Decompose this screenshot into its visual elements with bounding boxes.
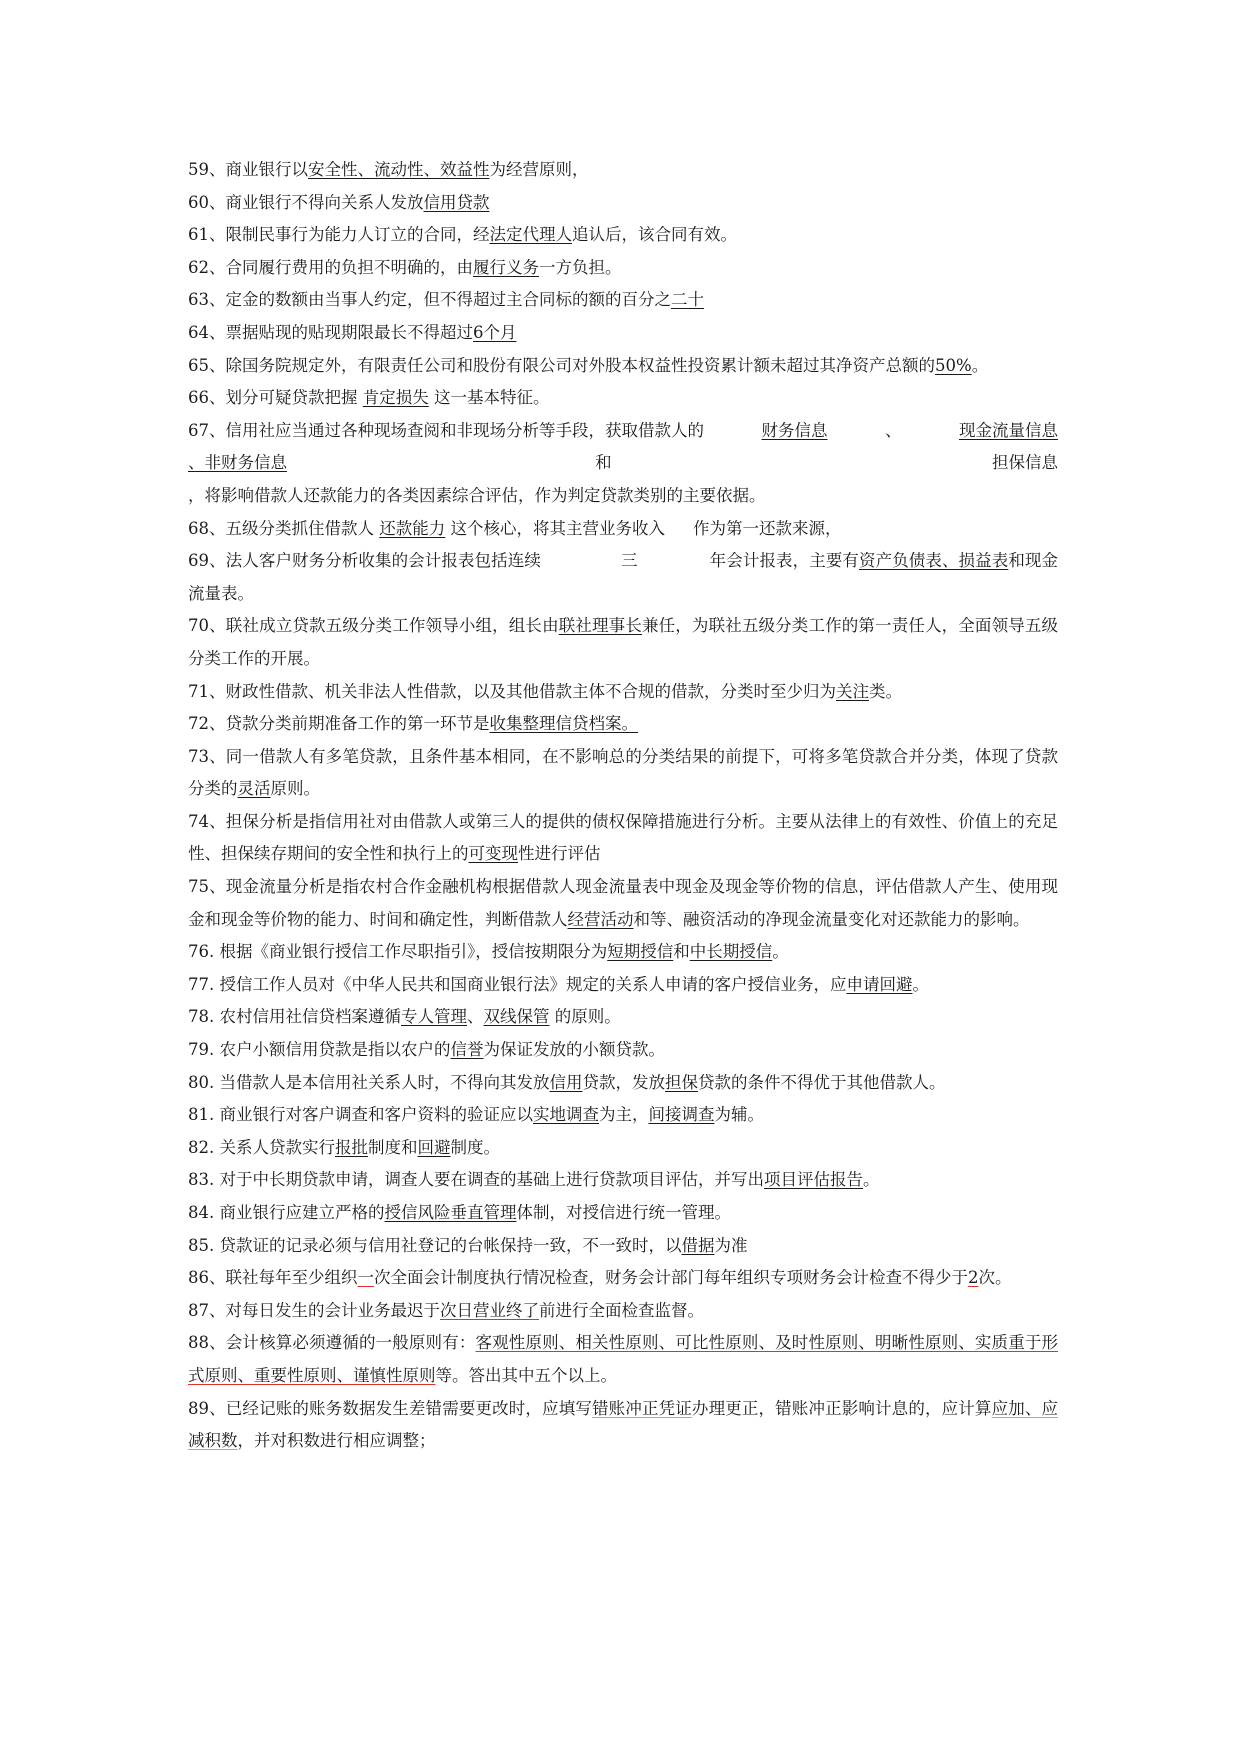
answer: 实地调查 [533,1105,599,1125]
answer: 错账冲正凭证 [592,1398,692,1418]
question-79: 79. 农户小额信用贷款是指以农户的信誉为保证发放的小额贷款。 [188,1040,665,1060]
answer: 经营活动 [567,909,634,929]
question-76: 76. 根据《商业银行授信工作尽职指引》，授信按期限分为短期授信和中长期授信。 [188,942,789,962]
answer: 还款能力 [379,518,446,538]
answer: 中长期授信 [689,942,773,962]
question-87: 87、对每日发生的会计业务最迟于次日营业终了前进行全面检查监督。 [188,1300,704,1320]
question-80: 80. 当借款人是本信用社关系人时，不得向其发放信用贷款，发放担保贷款的条件不得优于其他借款人。 [188,1072,946,1092]
question-72: 72、贷款分类前期准备工作的第一环节是收集整理信贷档案。 [188,714,638,734]
answer: 报批 [335,1137,368,1157]
answer: 6个月 [473,322,517,342]
answer: 信用 [549,1072,583,1092]
answer: 法定代理人 [489,225,572,245]
question-68: 68、五级分类抓住借款人 还款能力 这个核心，将其主营业务收入 作为第一还款来源， [188,518,842,538]
answer: 、非财务信息 [188,453,287,473]
answer: 应加、应减积数 [188,1398,1059,1451]
answer: 回避 [417,1137,451,1157]
question-88: 88、会计核算必须遵循的一般原则有：客观性原则、相关性原则、可比性原则、及时性原则、明晰性原则、实质重于形式原则、重要性原则、谨慎性原则等。答出其中五个以上。 [188,1333,1059,1385]
question-82: 82. 关系人贷款实行报批制度和回避制度。 [188,1137,500,1157]
question-75: 75、现金流量分析是指农村合作金融机构根据借款人现金流量表中现金及现金等价物的信息，评估借款人产生、使用现金和现金等价物的能力、时间和确定性，判断借款人经营活动和等、融资活动的净现金流量变化对还款能力的影响。 [188,877,1058,929]
question-60: 60、商业银行不得向关系人发放信用贷款 [188,192,490,212]
question-70: 70、联社成立贷款五级分类工作领导小组，组长由联社理事长兼任，为联社五级分类工作的第一责任人，全面领导五级分类工作的开展。 [188,616,1059,668]
answer: 短期授信 [607,942,674,962]
question-67: 67、信用社应当通过各种现场查阅和非现场分析等手段，获取借款人的 财务信息 、 现金流量信息 、非财务信息 和 担保信息 ，将影响借款人还款能力的各类因素综合评估，作为判定贷款类别的主要依据。 [188,415,1058,513]
answer: 项目评估报告 [764,1170,863,1190]
answer: 申请回避 [846,974,913,994]
question-74: 74、担保分析是指信用社对由借款人或第三人的提供的债权保障措施进行分析。主要从法律上的有效性、价值上的充足性、担保续存期间的安全性和执行上的可变现性进行评估 [188,811,1058,864]
question-86: 86、联社每年至少组织一次全面会计制度执行情况检查，财务会计部门每年组织专项财务会计检查不得少于2次。 [188,1268,1012,1288]
answer: 关注 [836,681,869,701]
answer: 财务信息 [761,420,828,440]
question-84: 84. 商业银行应建立严格的授信风险垂直管理体制，对授信进行统一管理。 [188,1203,731,1222]
question-65: 65、除国务院规定外，有限责任公司和股份有限公司对外股本权益性投资累计额未超过其净资产总额的50%。 [188,355,989,375]
question-61: 61、限制民事行为能力人订立的合同，经法定代理人追认后，该合同有效。 [188,225,737,245]
question-62: 62、合同履行费用的负担不明确的，由履行义务一方负担。 [188,257,622,277]
question-64: 64、票据贴现的贴现期限最长不得超过6个月 [188,322,517,342]
answer: 可变现 [468,844,518,864]
answer: 双线保管 [483,1007,550,1027]
question-83: 83. 对于中长期贷款申请，调查人要在调查的基础上进行贷款项目评估，并写出项目评估报告。 [188,1170,880,1190]
answer: 安全性、流动性、效益性 [308,160,490,179]
question-81: 81. 商业银行对客户调查和客户资料的验证应以实地调查为主，间接调查为辅。 [188,1105,764,1125]
answer: 次日营业终了 [440,1300,539,1320]
answer: 收集整理信贷档案。 [489,714,638,734]
answer: 联社理事长 [558,616,642,636]
answer: 三 [620,551,638,571]
question-59: 59、商业银行以安全性、流动性、效益性为经营原则， [188,160,589,179]
question-63: 63、定金的数额由当事人约定，但不得超过主合同标的额的百分之二十 [188,290,704,310]
answer: 客观性原则、相关性原则、可比性原则、及时性原则、明晰性原则、实质重于形式原则、重要性原则、谨慎性原则 [188,1333,1059,1385]
answer: 资产负债表、损益表 [859,551,1009,571]
answer: 间接调查 [648,1105,715,1125]
answer: 担保信息 [991,453,1058,473]
answer: 二十 [671,290,704,310]
answer: 2 [968,1268,979,1288]
answer: 灵活 [237,779,271,799]
question-69: 69、法人客户财务分析收集的会计报表包括连续 三 年会计报表，主要有资产负债表、损益表和现金流量表。 [188,551,1059,603]
question-78: 78. 农村信用社信贷档案遵循专人管理、双线保管 的原则。 [188,1007,621,1027]
answer: 一 [357,1268,374,1288]
question-85: 85. 贷款证的记录必须与信用社登记的台帐保持一致，不一致时，以借据为准 [188,1235,748,1255]
answer: 现金流量信息 [959,420,1058,440]
answer: 信誉 [450,1040,484,1060]
answer: 专人管理 [401,1007,467,1027]
answer: 50% [935,355,972,375]
question-77: 77. 授信工作人员对《中华人民共和国商业银行法》规定的关系人申请的客户授信业务，应申请回避。 [188,974,929,994]
answer: 授信风险垂直管理 [384,1203,517,1222]
question-89: 89、已经记账的账务数据发生差错需要更改时，应填写错账冲正凭证办理更正，错账冲正影响计息的，应计算应加、应减积数，并对积数进行相应调整； [188,1398,1059,1451]
answer: 履行义务 [473,257,539,277]
question-73: 73、同一借款人有多笔贷款，且条件基本相同，在不影响总的分类结果的前提下，可将多笔贷款合并分类，体现了贷款分类的灵活原则。 [188,746,1058,799]
question-66: 66、划分可疑贷款把握 肯定损失 这一基本特征。 [188,388,550,408]
document-page [188,154,1058,1458]
question-71: 71、财政性借款、机关非法人性借款，以及其他借款主体不合规的借款，分类时至少归为关注类。 [188,681,902,701]
answer: 担保 [665,1072,698,1092]
answer: 借据 [681,1235,715,1255]
answer: 信用贷款 [423,192,490,212]
answer: 肯定损失 [362,388,429,408]
